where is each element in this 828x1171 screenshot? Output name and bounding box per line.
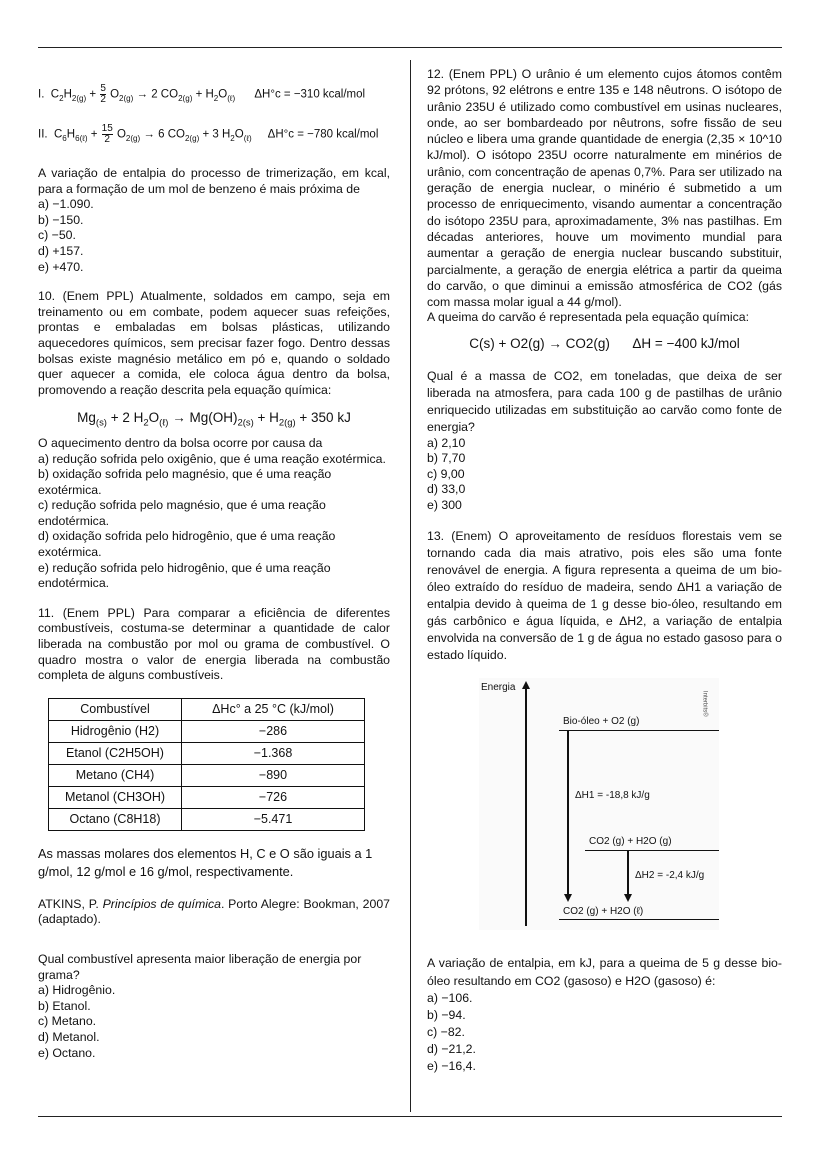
fuel-table [48, 698, 365, 831]
q10-option-d[interactable]: d) oxidação sofrida pelo hidrogênio, que é uma reação exotérmica. [38, 529, 336, 560]
table-cell: Octano (C8H18) [49, 808, 182, 830]
left-column [38, 84, 390, 1061]
table-cell: Hidrogênio (H2) [49, 720, 182, 742]
dh2-arrow-icon [624, 894, 632, 902]
dh2-arrow-shaft [627, 850, 629, 898]
dh1-arrow-shaft [567, 730, 569, 898]
q9-option-d[interactable]: d) +157. [38, 243, 84, 258]
dh1-arrow-icon [564, 894, 572, 902]
q13-options [427, 990, 782, 1075]
q10-equation: $Mg_{(s)} + 2$ $H_2O_{(\ell)} \to Mg(OH)_{2(s)} + H_{2(g)} + 350$ kJ [77, 410, 351, 429]
q12-option-b[interactable]: b) 7,70 [427, 451, 466, 466]
table-cell: −890 [182, 764, 365, 786]
q13-option-e[interactable]: e) −16,4. [427, 1058, 476, 1073]
table-header: ΔHc° a 25 °C (kJ/mol) [182, 698, 365, 720]
level-mid-label: CO2 (g) + H2O (g) [589, 835, 672, 847]
bottom-rule [38, 1116, 782, 1117]
table-cell: −1.368 [182, 742, 365, 764]
q11-stem: Qual combustível apresenta maior liberação de energia por grama? [38, 952, 362, 982]
table-cell: Etanol (C2H5OH) [49, 742, 182, 764]
energy-axis-arrow-icon [522, 681, 530, 689]
table-cell: −726 [182, 786, 365, 808]
q10-option-b[interactable]: b) oxidação sofrida pelo magnésio, que é uma reação exotérmica. [38, 467, 332, 497]
q10-option-e[interactable]: e) redução sofrida pelo hidrogênio, que é uma reação endotérmica. [38, 560, 331, 591]
q12-options [427, 436, 782, 514]
q12-option-c[interactable]: c) 9,00 [427, 466, 465, 481]
q11-option-d[interactable]: d) Metanol. [38, 1029, 100, 1044]
q9-text: A variação de entalpia do processo de trimerização, em kcal, para a formação de um mol de benzeno é mais próxima de [38, 166, 390, 196]
q13-option-c[interactable]: c) −82. [427, 1024, 465, 1039]
table-row [49, 720, 365, 742]
molar-masses-text: As massas molares dos elementos H, C e O são iguais a 1 g/mol, 12 g/mol e 16 g/mol, respectivamente. [38, 845, 373, 879]
reference [38, 897, 390, 928]
table-row [49, 808, 365, 830]
q10-option-a[interactable]: a) redução sofrida pelo oxigênio, que é uma reação exotérmica. [38, 451, 386, 466]
q9-option-c[interactable]: c) −50. [38, 228, 76, 243]
q12-equation: C(s) + O2(g) → CO2(g) ΔH = −400 kJ/mol [469, 336, 740, 352]
level-bot-label: CO2 (g) + H2O (ℓ) [563, 905, 644, 917]
level-top-line [559, 730, 719, 731]
q12-option-e[interactable]: e) 300 [427, 498, 462, 513]
energy-diagram [479, 678, 719, 930]
table-cell: Metano (CH4) [49, 764, 182, 786]
q11-text: 11. (Enem PPL) Para comparar a eficiência de diferentes combustíveis, costuma-se determinar a quantidade de calor liberada na combustão por mol ou grama de combustível. O quadro mostra o valor de energia liberada na combustão completa de alguns combustíveis. [38, 605, 390, 683]
top-rule [38, 47, 782, 48]
table-row [49, 764, 365, 786]
eq2-dh: ΔH°c = −780 kcal/mol [267, 128, 379, 141]
q13-option-a[interactable]: a) −106. [427, 990, 473, 1005]
table-cell: −286 [182, 720, 365, 742]
q12-option-a[interactable]: a) 2,10 [427, 435, 466, 450]
q10-option-c[interactable]: c) redução sofrida pelo magnésio, que é uma reação endotérmica. [38, 498, 326, 528]
right-column [427, 66, 782, 1075]
q13-option-d[interactable]: d) −21,2. [427, 1041, 476, 1056]
q10-options [38, 452, 390, 592]
q11-options [38, 983, 390, 1061]
table-cell: −5.471 [182, 808, 365, 830]
q9-option-b[interactable]: b) −150. [38, 212, 84, 227]
q11-option-c[interactable]: c) Metano. [38, 1014, 97, 1029]
q11-option-a[interactable]: a) Hidrogênio. [38, 983, 116, 998]
ref-rest: . Porto Alegre: Bookman, 2007 (adaptado). [38, 896, 390, 927]
eq2-label: II. [38, 128, 48, 141]
level-mid-line [585, 850, 719, 851]
energy-axis-label: Energia [481, 681, 516, 693]
dh1-label: ΔH1 = -18,8 kJ/g [575, 789, 650, 801]
ref-title: Princípios de química [102, 896, 221, 911]
q12-option-d[interactable]: d) 33,0 [427, 482, 466, 497]
table-row [49, 786, 365, 808]
equation-1-rendered: I. $C_2H_{2(g)}$ + $\frac{5}{2}$ $O_{2(g)} \to 2$ $CO_{2(g)} + H_2O_{(\ell)}$ ΔH°c = −310 kcal/mol [38, 83, 366, 105]
q10-stem: O aquecimento dentro da bolsa ocorre por causa da [38, 435, 323, 450]
dh2-label: ΔH2 = -2,4 kJ/g [635, 869, 705, 881]
table-cell: Metanol (CH3OH) [49, 786, 182, 808]
table-row [49, 742, 365, 764]
q12-paragraph: 12. (Enem PPL) O urânio é um elemento cujos átomos contêm 92 prótons, 92 elétrons e entre 135 e 148 nêutrons. O isótopo de urânio 235U é utilizado como combustível em usinas nucleares, onde, ao ser bombardeado por nêutrons, sofre fissão de seu núcleo e libera uma grande quantidade de energia (2,35 × 10^10 kJ/mol). O isótopo 235U ocorre naturalmente em minérios de urânio, com concentração de apenas 0,7%. Para ser utilizado na geração de energia nuclear, o minério é submetido a um processo de enriquecimento, visando aumentar a concentração do isótopo 235U para, aproximadamente, 3% nas pastilhas. Em décadas anteriores, houve um movimento mundial para aumentar a geração de energia nuclear buscando substituir, parcialmente, a geração de energia elétrica a partir da queima do carvão, o que diminui a emissão atmosférica de CO2 (gás com massa molar igual a 44 g/mol). [427, 67, 782, 310]
column-divider [410, 60, 411, 1112]
eq1-dh: ΔH°c = −310 kcal/mol [254, 88, 366, 101]
level-top-label: Bio-óleo + O2 (g) [563, 715, 640, 727]
q13-option-b[interactable]: b) −94. [427, 1007, 466, 1022]
level-bot-line [559, 919, 719, 920]
q9-option-a[interactable]: a) −1.090. [38, 197, 94, 212]
q11-option-e[interactable]: e) Octano. [38, 1045, 96, 1060]
ref-author: ATKINS, P. [38, 896, 103, 911]
q13-text: 13. (Enem) O aproveitamento de resíduos florestais vem se tornando cada dia mais atrativo, pois eles são uma fonte renovável de energia. A figura representa a queima de um bio-óleo extraído do resíduo de madeira, sendo ΔH1 a variação de entalpia devido à queima de 1 g desse bio-óleo, resultando em gás carbônico e água líquida, e ΔH2, a variação de entalpia envolvida na conversão de 1 g de água no estado gasoso para o estado líquido. [427, 528, 782, 662]
energy-axis [525, 688, 527, 926]
q12-stem: Qual é a massa de CO2, em toneladas, que deixa de ser liberada na atmosfera, para cada 100 g de pastilhas de urânio enriquecido utilizadas em substituição ao carvão como fonte de energia? [427, 368, 782, 434]
q9-option-e[interactable]: e) +470. [38, 259, 84, 274]
q9-options [38, 197, 390, 275]
q11-option-b[interactable]: b) Etanol. [38, 998, 91, 1013]
watermark: Interbits® [701, 690, 708, 717]
eq1-label: I. [38, 88, 45, 101]
q10-text: 10. (Enem PPL) Atualmente, soldados em campo, seja em treinamento ou em combate, podem aquecer suas refeições, prontas e embaladas em bolsas plásticas, utilizando aquecedores químicos, sem precisar fazer fogo. Dentro dessas bolsas existe magnésio metálico em pó e, quando o soldado quer aquecer a comida, ele coloca água dentro da bolsa, promovendo a reação descrita pela equação química: [38, 289, 390, 397]
q12-equation-intro: A queima do carvão é representada pela equação química: [427, 310, 749, 325]
q13-stem: A variação de entalpia, em kJ, para a queima de 5 g desse bio-óleo resultando em CO2 (gasoso) e H2O (gasoso) é: [427, 955, 782, 988]
table-header-row [49, 698, 365, 720]
table-header: Combustível [49, 698, 182, 720]
equation-2-rendered: II. $C_6H_{6(\ell)}$ + $\frac{15}{2}$ $O_{2(g)} \to 6$ $CO_{2(g)} + 3$ $H_2O_{(\ell)}$ ΔH°c = −780 kcal/mol [38, 123, 379, 145]
